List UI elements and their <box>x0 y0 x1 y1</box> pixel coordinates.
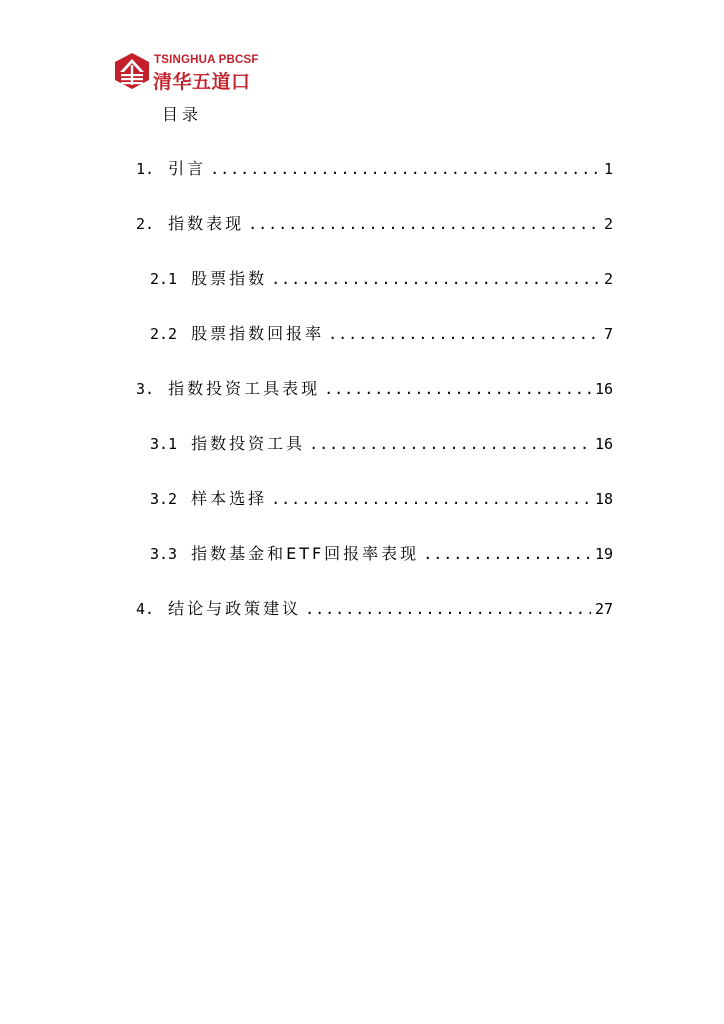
toc-entry-label: 指数基金和ETF回报率表现 <box>191 544 420 563</box>
toc-dot-leader <box>309 432 591 456</box>
toc-entry-label: 指数表现 <box>168 214 245 233</box>
toc-entry-number: 3. <box>136 380 155 398</box>
toc-entry[interactable] <box>150 322 613 346</box>
toc-dot-leader <box>271 267 600 291</box>
toc-dot-leader <box>324 377 591 401</box>
toc-entry-label: 指数投资工具表现 <box>168 379 321 398</box>
toc-dot-leader <box>210 157 600 181</box>
toc-entry-number: 4. <box>136 600 155 618</box>
toc-entry-page: 16 <box>594 380 613 398</box>
toc-entry-number: 3.3 <box>150 545 178 563</box>
toc-entry-page: 16 <box>594 435 613 453</box>
toc-entry[interactable] <box>136 597 613 621</box>
toc-title: 目录 <box>162 105 203 124</box>
toc-dot-leader <box>305 597 591 621</box>
toc-entry-label: 结论与政策建议 <box>168 599 302 618</box>
toc-entry[interactable] <box>150 267 613 291</box>
toc-entry-number: 2. <box>136 215 155 233</box>
toc-entry[interactable] <box>150 542 613 566</box>
toc-entry-number: 2.2 <box>150 325 178 343</box>
toc-entry-page: 7 <box>603 325 613 343</box>
toc-entry-number: 3.1 <box>150 435 178 453</box>
logo-chinese-text: 清华五道口 <box>153 71 251 93</box>
toc-entry[interactable] <box>136 157 613 181</box>
toc-entry-page: 2 <box>603 215 613 233</box>
toc-entry-page: 18 <box>594 490 613 508</box>
toc-entry-page: 1 <box>603 160 613 178</box>
toc-entry[interactable] <box>136 377 613 401</box>
toc-entry[interactable] <box>150 432 613 456</box>
toc-entry-label: 股票指数 <box>191 269 268 288</box>
toc-entry[interactable] <box>136 212 613 236</box>
toc-entry-number: 2.1 <box>150 270 178 288</box>
toc-entry-label: 股票指数回报率 <box>191 324 325 343</box>
toc-entry-page: 27 <box>594 600 613 618</box>
toc-entry-label: 指数投资工具 <box>191 434 306 453</box>
toc-entry-page: 19 <box>594 545 613 563</box>
toc-dot-leader <box>423 542 591 566</box>
toc-entry-label: 引言 <box>168 159 207 178</box>
toc-entry-label: 样本选择 <box>191 489 268 508</box>
logo-english-text: TSINGHUA PBCSF <box>154 54 259 66</box>
toc-entry-number: 1. <box>136 160 155 178</box>
toc-entry-number: 3.2 <box>150 490 178 508</box>
toc-dot-leader <box>248 212 600 236</box>
toc-entry-page: 2 <box>603 270 613 288</box>
toc-entry[interactable] <box>150 487 613 511</box>
toc-dot-leader <box>328 322 600 346</box>
toc-dot-leader <box>271 487 591 511</box>
